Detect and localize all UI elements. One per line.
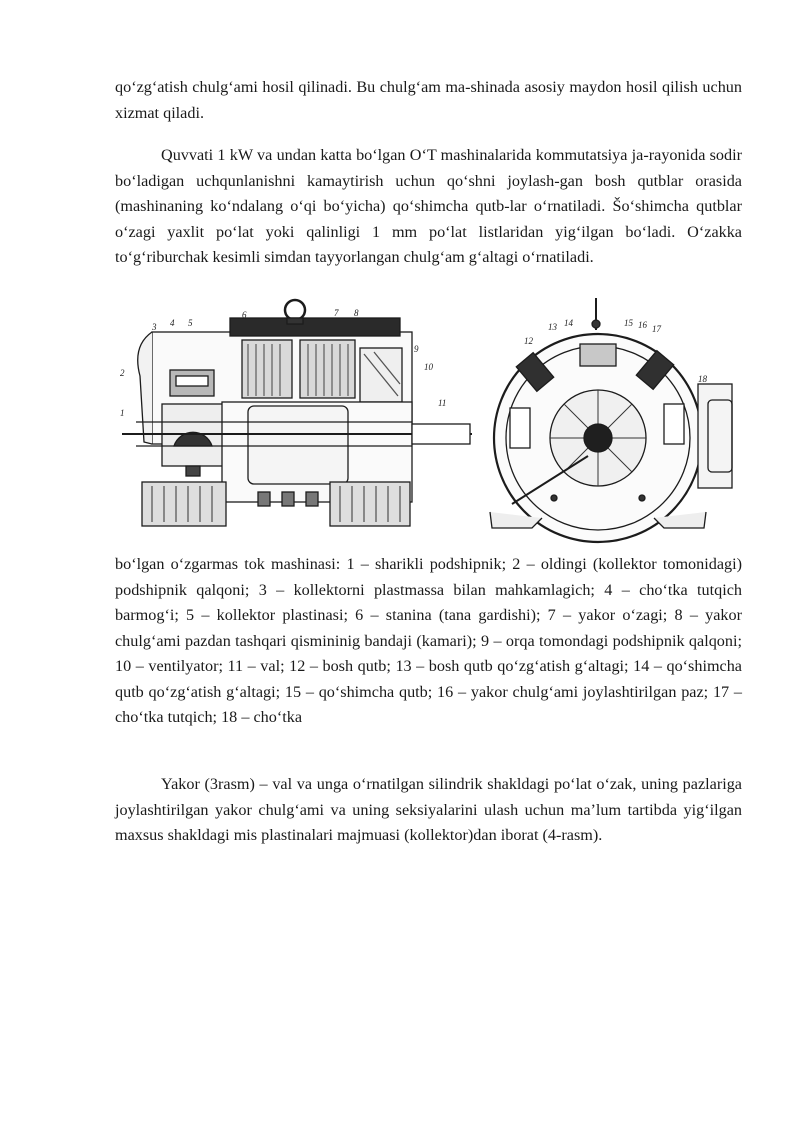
fig-label-18: 18	[698, 374, 707, 384]
longitudinal-section-drawing	[122, 300, 472, 526]
fig-label-14: 14	[564, 318, 573, 328]
fig-label-7: 7	[334, 308, 339, 318]
fig-label-1: 1	[120, 408, 125, 418]
fig-label-2: 2	[120, 368, 125, 378]
fig-label-5: 5	[188, 318, 193, 328]
fig-label-16: 16	[638, 320, 647, 330]
paragraph-intro: qo‘zg‘atish chulg‘ami hosil qilinadi. Bu chulg‘am ma-shinada asosiy maydon hosil qilish uchun xizmat qiladi.	[115, 78, 742, 122]
fig-label-11: 11	[438, 398, 447, 408]
fig-label-9: 9	[414, 344, 419, 354]
fig-label-4: 4	[170, 318, 175, 328]
fig-label-10: 10	[424, 362, 433, 372]
paragraph-armature: Yakor (3rasm) – val va unga o‘rnatilgan silindrik shakldagi po‘lat o‘zak, uning pazlariga joylashtirilgan yakor chulg‘ami va uning seksiyalarini ulash uchun ma’lum tartibda yig‘ilgan maxsus shakldagi mis plastinalari majmuasi (kollektor)dan iborat (4-rasm).	[115, 775, 742, 844]
figure-caption: bo‘lgan o‘zgarmas tok mashinasi: 1 – sharikli podshipnik; 2 – oldingi (kollektor tomonidagi) podshipnik qalqoni; 3 – kollektorni plastmassa bilan mahkamlagich; 4 – cho‘tka tutqich barmog‘i; 5 – kollektor plastinasi; 6 – stanina (tana gardishi); 7 – yakor o‘zagi; 8 – yakor chulg‘ami pazdan tashqari qismininig bandaji (kamari); 9 – orqa tomondagi podshipnik qalqoni; 10 – ventilyator; 11 – val; 12 – bosh qutb; 13 – bosh qutb qo‘zg‘atish g‘altagi; 14 – qo‘shimcha qutb qo‘zg‘atish g‘altagi; 15 – qo‘shimcha qutb; 16 – yakor chulg‘ami joylashtirilgan paz; 17 – cho‘tka tutqich; 18 – cho‘tka	[115, 555, 742, 726]
fig-label-12: 12	[524, 336, 533, 346]
fig-label-3: 3	[152, 322, 157, 332]
fig-label-6: 6	[242, 310, 247, 320]
fig-label-8: 8	[354, 308, 359, 318]
fig-label-17: 17	[652, 324, 661, 334]
fig-label-13: 13	[548, 322, 557, 332]
fig-label-15: 15	[624, 318, 633, 328]
cross-section-drawing	[490, 298, 732, 542]
dc-machine-figure	[112, 296, 746, 548]
paragraph-auxiliary-poles: Quvvati 1 kW va undan katta bo‘lgan O‘T mashinalarida kommutatsiya ja-rayonida sodir bo‘ladigan uchqunlanishni kamaytirish uchun qo‘shni joylash-gan bosh qutblar orasida (mashinaning ko‘ndalang o‘qi bo‘yicha) qo‘shimcha qutb-lar o‘rnatiladi. Šo‘shimcha qutblar o‘zagi yaxlit po‘lat yoki qalinligi 1 mm po‘lat listlaridan yig‘ilgan bo‘ladi. O‘zakka to‘g‘riburchak kesimli simdan tayyorlangan chulg‘am g‘altagi o‘rnatiladi.	[115, 146, 742, 266]
